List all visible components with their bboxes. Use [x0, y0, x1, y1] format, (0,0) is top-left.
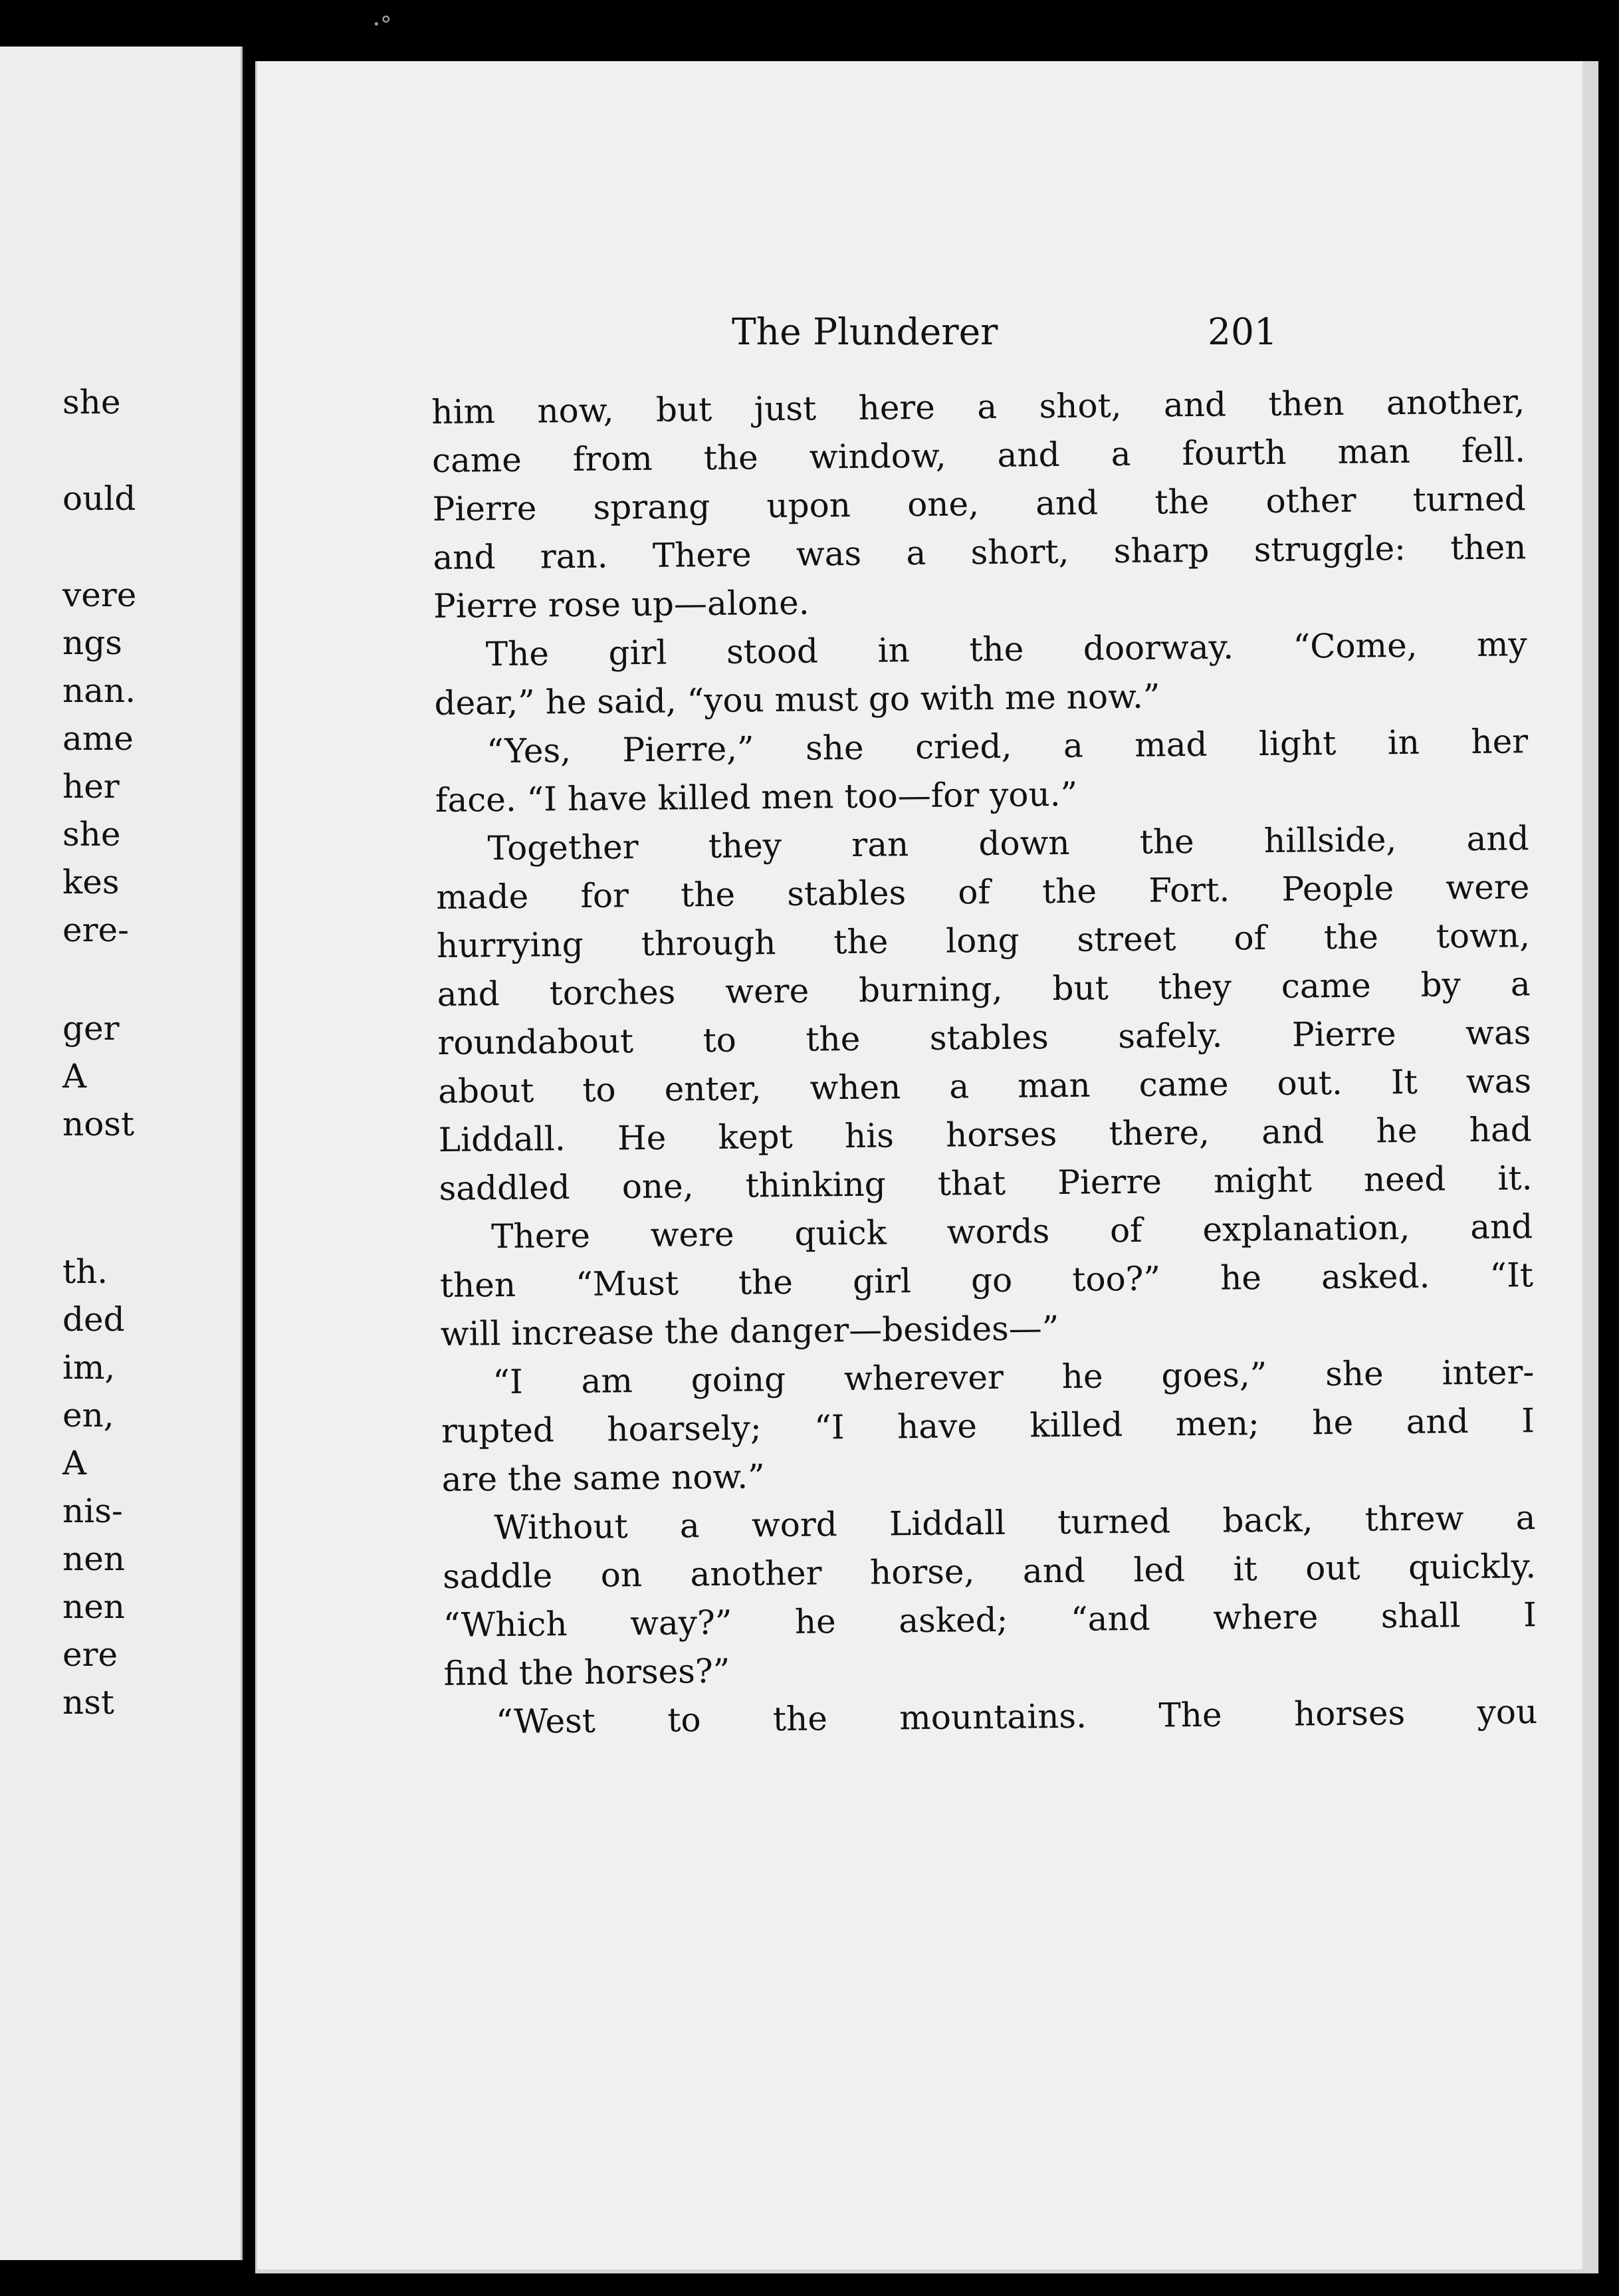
- text-line: “West to the mountains. The horses you: [495, 1692, 1538, 1742]
- text-line: Together they ran down the hillside, and: [487, 819, 1529, 868]
- text-line: “I am going wherever he goes,” she inter-: [492, 1353, 1535, 1402]
- left-page-fragment: A: [62, 1057, 87, 1095]
- text-line: will increase the danger—besides—”: [440, 1309, 1059, 1353]
- left-page-fragment: im,: [62, 1348, 116, 1387]
- left-page-fragment: her: [62, 767, 120, 806]
- text-line: hurrying through the long street of the town,: [436, 916, 1531, 965]
- left-page-fragment: nan.: [62, 671, 136, 710]
- left-page-fragment: nst: [62, 1683, 114, 1722]
- page-number: 201: [1208, 310, 1277, 353]
- left-page-fragment: nost: [62, 1105, 135, 1143]
- left-page-fragment: nis-: [62, 1492, 123, 1530]
- body-text: [431, 378, 1538, 1747]
- left-page-fragment: ngs: [62, 624, 122, 662]
- left-page-fragment: nen: [62, 1587, 125, 1626]
- left-page-fragment: she: [62, 815, 121, 854]
- text-line: and ran. There was a short, sharp struggle: then: [433, 528, 1527, 577]
- scan-speck: ·ᐤ: [372, 9, 391, 40]
- left-page-fragment: A: [62, 1444, 87, 1482]
- text-line: then “Must the girl go too?” he asked. “It: [439, 1256, 1534, 1305]
- left-page-fragment: ere: [62, 1635, 118, 1674]
- text-line: Without a word Liddall turned back, threw a: [494, 1498, 1536, 1548]
- text-line: saddled one, thinking that Pierre might need it.: [439, 1159, 1533, 1208]
- left-page-fragment: nen: [62, 1540, 125, 1578]
- left-page-fragment: ger: [62, 1009, 120, 1048]
- text-line: “Which way?” he asked; “and where shall I: [443, 1595, 1537, 1645]
- left-page-fragment: ame: [62, 719, 134, 758]
- text-line: him now, but just here a shot, and then another,: [431, 382, 1525, 431]
- text-line: “Yes, Pierre,” she cried, a mad light in her: [486, 722, 1529, 771]
- left-page-fragment: she: [62, 383, 121, 421]
- text-line: There were quick words of explanation, and: [490, 1207, 1533, 1256]
- left-page-fragment: ould: [62, 479, 136, 518]
- text-line: came from the window, and a fourth man fell.: [431, 431, 1526, 480]
- running-head: [257, 310, 1530, 364]
- text-line: and torches were burning, but they came by a: [437, 965, 1531, 1014]
- left-page-fragment: vere: [62, 576, 137, 614]
- text-line: rupted hoarsely; “I have killed men; he and I: [441, 1401, 1535, 1450]
- text-line: made for the stables of the Fort. People were: [436, 867, 1530, 917]
- text-line: dear,” he said, “you must go with me now.”: [434, 677, 1160, 723]
- left-page-fragment: kes: [62, 863, 120, 901]
- text-line: Pierre rose up—alone.: [433, 583, 810, 626]
- text-line: are the same now.”: [441, 1457, 765, 1499]
- left-page-fragment: ded: [62, 1300, 125, 1339]
- text-line: Liddall. He kept his horses there, and he had: [438, 1110, 1533, 1159]
- left-facing-page: [0, 47, 243, 2260]
- left-page-fragment: ere-: [62, 911, 129, 949]
- left-page-fragment: th.: [62, 1252, 108, 1291]
- right-page: [255, 61, 1598, 2273]
- left-page-fragment: en,: [62, 1396, 114, 1435]
- running-head-title: The Plunderer: [732, 310, 998, 353]
- text-line: Pierre sprang upon one, and the other turned: [432, 479, 1526, 528]
- text-line: face. “I have killed men too—for you.”: [435, 774, 1078, 820]
- text-line: roundabout to the stables safely. Pierre was: [437, 1013, 1531, 1062]
- text-line: The girl stood in the doorway. “Come, my: [485, 625, 1528, 674]
- text-line: saddle on another horse, and led it out quickly.: [442, 1547, 1537, 1596]
- text-line: find the horses?”: [443, 1651, 730, 1693]
- text-line: about to enter, when a man came out. It was: [437, 1062, 1532, 1111]
